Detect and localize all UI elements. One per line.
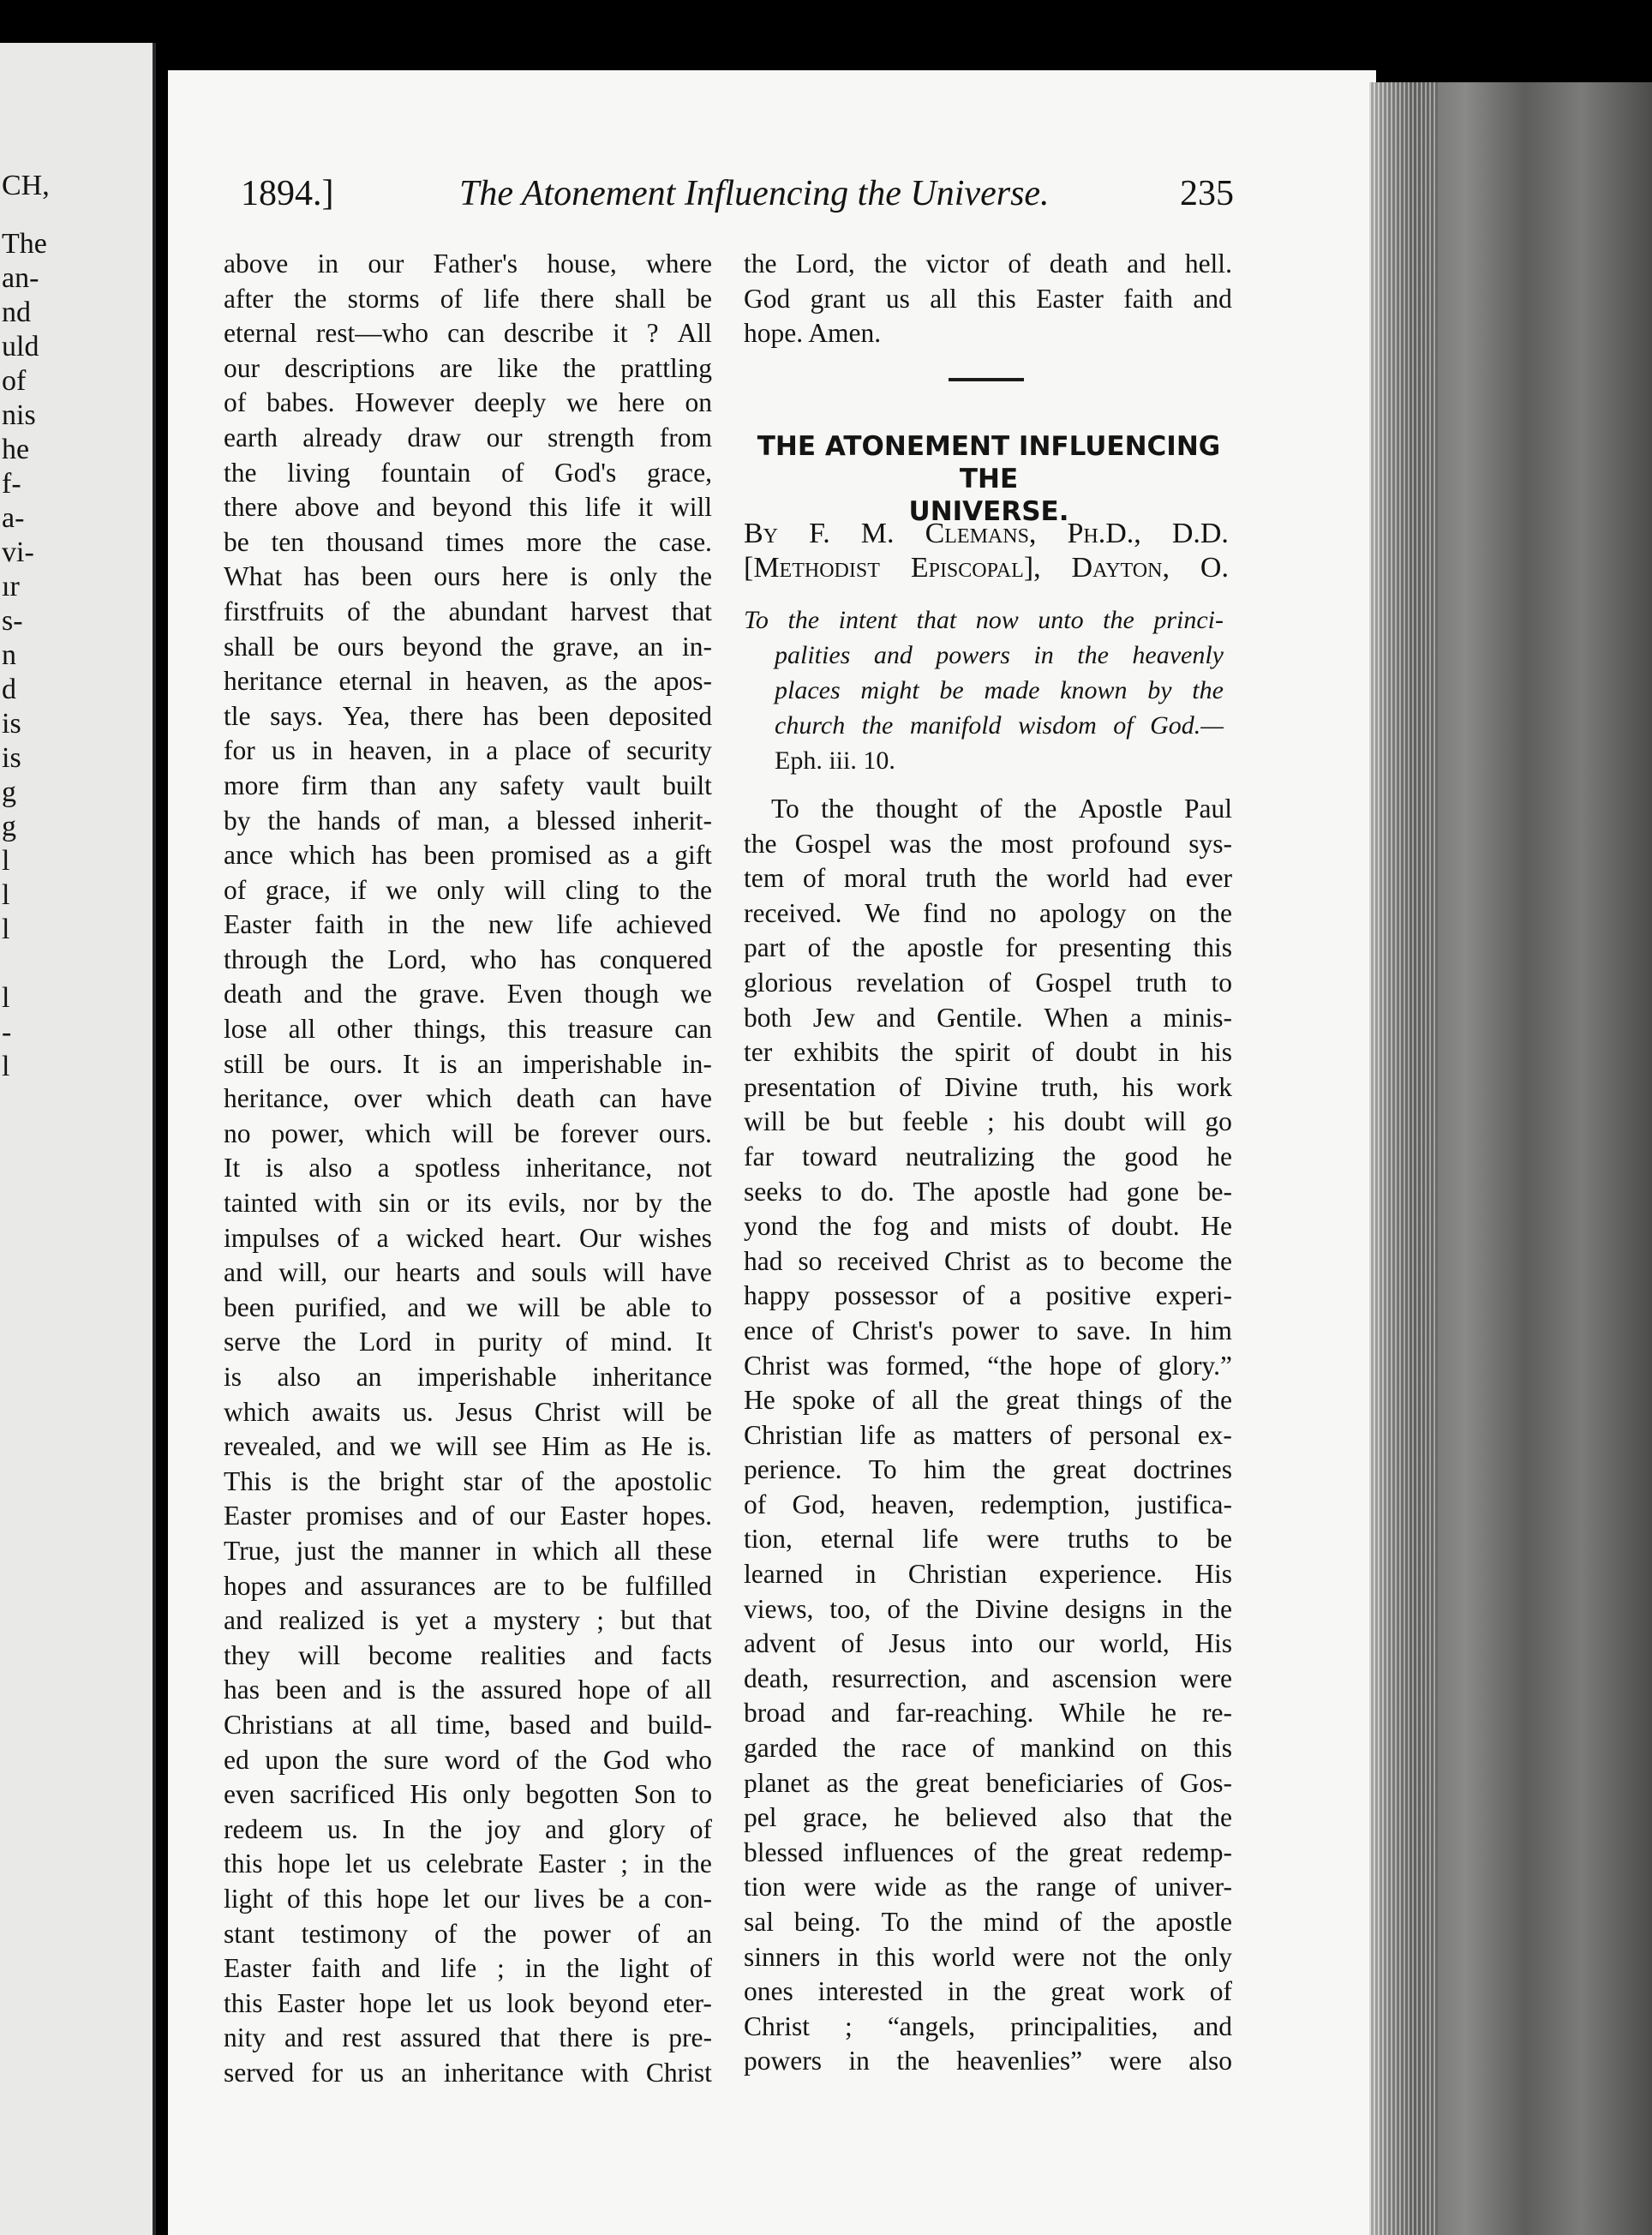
text-line: light of this hope let our lives be a con-	[224, 1883, 712, 1914]
text-line: our descriptions are like the prattling	[224, 352, 712, 383]
text-line: happy possessor of a positive experi-	[744, 1280, 1232, 1311]
epigraph-line: To the intent that now unto the princi-	[744, 606, 1224, 634]
epigraph-line: Eph. iii. 10.	[775, 746, 895, 775]
text-line: eternal rest—who can describe it ? All	[224, 318, 712, 349]
text-line: death and the grave. Even though we	[224, 979, 712, 1010]
text-line: heritance eternal in heaven, as the apos-	[224, 666, 712, 697]
text-line: still be ours. It is an imperishable in-	[224, 1048, 712, 1079]
text-line: ence of Christ's power to save. In him	[744, 1315, 1232, 1345]
previous-page-fragment: l	[2, 1051, 10, 1082]
previous-page-fragment: n	[2, 639, 16, 671]
running-head-title: The Atonement Influencing the Universe.	[459, 174, 1050, 213]
text-line: of God, heaven, redemption, justifica-	[744, 1489, 1232, 1519]
text-line: God grant us all this Easter faith and	[744, 283, 1232, 314]
previous-page-fragment: s-	[2, 605, 23, 637]
text-line: He spoke of all the great things of the	[744, 1385, 1232, 1416]
text-line: revealed, and we will see Him as He is.	[224, 1431, 712, 1462]
previous-page-fragment: uld	[2, 331, 39, 363]
text-line: ter exhibits the spirit of doubt in his	[744, 1037, 1232, 1068]
text-line: will be but feeble ; his doubt will go	[744, 1106, 1232, 1137]
text-line: learned in Christian experience. His	[744, 1559, 1232, 1590]
left-column	[224, 247, 712, 2090]
text-line: for us in heaven, in a place of security	[224, 735, 712, 766]
previous-page-fragment: l	[2, 879, 10, 911]
text-line: It is also a spotless inheritance, not	[224, 1153, 712, 1183]
previous-page-fragment: vi-	[2, 536, 34, 568]
text-line: and realized is yet a mystery ; but that	[224, 1605, 712, 1636]
previous-page-edge	[0, 43, 156, 2235]
text-line: nity and rest assured that there is pre-	[224, 2022, 712, 2053]
text-line: What has been ours here is only the	[224, 561, 712, 592]
text-line: hope. Amen.	[744, 318, 882, 349]
text-line: tainted with sin or its evils, nor by the	[224, 1188, 712, 1219]
text-line: through the Lord, who has conquered	[224, 944, 712, 974]
text-line: To the thought of the Apostle Paul	[771, 794, 1232, 824]
previous-page-fragment: he	[2, 434, 30, 465]
previous-page-fragment: is	[2, 708, 21, 740]
text-line: stant testimony of the power of an	[224, 1918, 712, 1949]
text-line: views, too, of the Divine designs in the	[744, 1593, 1232, 1624]
previous-page-fragment: g	[2, 776, 16, 808]
text-line: perience. To him the great doctrines	[744, 1454, 1232, 1485]
byline-affiliation-line: [Methodist Episcopal], Dayton, O.	[744, 552, 1229, 584]
text-line: ed upon the sure word of the God who	[224, 1744, 712, 1775]
text-line: part of the apostle for presenting this	[744, 932, 1232, 963]
text-line: blessed influences of the great redemp-	[744, 1837, 1232, 1867]
right-column-top	[744, 247, 1232, 351]
text-line: lose all other things, this treasure can	[224, 1014, 712, 1045]
epigraph	[744, 602, 1224, 778]
text-line: Christ was formed, “the hope of glory.”	[744, 1350, 1232, 1381]
byline-author-line: By F. M. Clemans, Ph.D., D.D.	[744, 518, 1229, 549]
text-line: be ten thousand times more the case.	[224, 526, 712, 557]
running-head-year: 1894.]	[241, 174, 334, 213]
text-line: redeem us. In the joy and glory of	[224, 1813, 712, 1844]
epigraph-line: church the manifold wisdom of God.—	[775, 711, 1224, 740]
text-line: heritance, over which death can have	[224, 1083, 712, 1114]
page-stack-lines	[1369, 82, 1438, 2235]
text-line: Easter promises and of our Easter hopes.	[224, 1501, 712, 1531]
article-body	[744, 792, 1232, 2079]
previous-page-fragment: The	[2, 228, 47, 260]
text-line: impulses of a wicked heart. Our wishes	[224, 1222, 712, 1253]
text-line: glorious revelation of Gospel truth to	[744, 967, 1232, 998]
text-line: been purified, and we will be able to	[224, 1291, 712, 1322]
text-line: both Jew and Gentile. When a minis-	[744, 1002, 1232, 1033]
text-line: after the storms of life there shall be	[224, 283, 712, 314]
article-title	[744, 430, 1234, 528]
text-line: garded the race of mankind on this	[744, 1733, 1232, 1764]
text-line: Christ ; “angels, principalities, and	[744, 2010, 1232, 2041]
article-title-line-2: UNIVERSE.	[908, 496, 1069, 527]
previous-page-fragment: nis	[2, 399, 36, 431]
epigraph-line: places might be made known by the	[775, 676, 1224, 704]
previous-page-fragment: f-	[2, 468, 21, 500]
page-number: 235	[1180, 174, 1234, 213]
byline-affiliation	[744, 551, 1229, 585]
previous-page-fragment: a-	[2, 502, 25, 534]
byline-author	[744, 517, 1229, 551]
text-line: of grace, if we only will cling to the	[224, 874, 712, 905]
text-line: broad and far-reaching. While he re-	[744, 1698, 1232, 1729]
text-line: firstfruits of the abundant harvest that	[224, 596, 712, 626]
section-divider	[949, 378, 1024, 381]
text-line: of babes. However deeply we here on	[224, 387, 712, 418]
text-line: this hope let us celebrate Easter ; in the	[224, 1849, 712, 1879]
text-line: they will become realities and facts	[224, 1639, 712, 1670]
text-line: the Lord, the victor of death and hell.	[744, 249, 1232, 279]
text-line: earth already draw our strength from	[224, 422, 712, 452]
text-line: serve the Lord in purity of mind. It	[224, 1327, 712, 1357]
previous-page-fragment: CH,	[2, 170, 50, 201]
previous-page-fragment: an-	[2, 262, 39, 294]
previous-page-fragment: -	[2, 1016, 12, 1048]
text-line: shall be ours beyond the grave, an in-	[224, 631, 712, 662]
text-line: has been and is the assured hope of all	[224, 1675, 712, 1705]
text-line: Easter faith and life ; in the light of	[224, 1953, 712, 1984]
text-line: death, resurrection, and ascension were	[744, 1663, 1232, 1693]
text-line: the living fountain of God's grace,	[224, 457, 712, 488]
text-line: above in our Father's house, where	[224, 249, 712, 279]
text-line: presentation of Divine truth, his work	[744, 1071, 1232, 1102]
text-line: sinners in this world were not the only	[744, 1941, 1232, 1972]
text-line: is also an imperishable inheritance	[224, 1362, 712, 1392]
article-title-line-1: THE ATONEMENT INFLUENCING THE	[757, 431, 1221, 494]
text-line: planet as the great beneficiaries of Gos-	[744, 1767, 1232, 1798]
previous-page-fragment: is	[2, 742, 21, 774]
text-line: there above and beyond this life it will	[224, 492, 712, 523]
epigraph-line: palities and powers in the heavenly	[775, 641, 1224, 669]
text-line: Christians at all time, based and build-	[224, 1709, 712, 1740]
previous-page-fragment: of	[2, 365, 27, 397]
text-line: which awaits us. Jesus Christ will be	[224, 1396, 712, 1427]
text-line: the Gospel was the most profound sys-	[744, 828, 1232, 859]
previous-page-fragment: l	[2, 982, 10, 1014]
text-line: advent of Jesus into our world, His	[744, 1628, 1232, 1659]
text-line: hopes and assurances are to be fulfilled	[224, 1570, 712, 1601]
text-line: tle says. Yea, there has been deposited	[224, 700, 712, 731]
text-line: seeks to do. The apostle had gone be-	[744, 1176, 1232, 1207]
text-line: and will, our hearts and souls will have	[224, 1257, 712, 1288]
text-line: ones interested in the great work of	[744, 1976, 1232, 2007]
text-line: by the hands of man, a blessed inherit-	[224, 805, 712, 836]
text-line: True, just the manner in which all these	[224, 1535, 712, 1566]
text-line: more firm than any safety vault built	[224, 770, 712, 800]
text-line: far toward neutralizing the good he	[744, 1141, 1232, 1171]
text-line: pel grace, he believed also that the	[744, 1802, 1232, 1833]
previous-page-fragment: g	[2, 811, 16, 842]
text-line: received. We find no apology on the	[744, 897, 1232, 928]
previous-page-fragment: ır	[2, 571, 20, 602]
previous-page-fragment: nd	[2, 297, 31, 328]
text-line: ance which has been promised as a gift	[224, 840, 712, 871]
text-line: Easter faith in the new life achieved	[224, 909, 712, 940]
text-line: This is the bright star of the apostolic	[224, 1465, 712, 1496]
text-line: tion, eternal life were truths to be	[744, 1524, 1232, 1555]
text-line: even sacrificed His only begotten Son to	[224, 1779, 712, 1810]
text-line: sal being. To the mind of the apostle	[744, 1907, 1232, 1937]
text-line: served for us an inheritance with Christ	[224, 2057, 712, 2088]
previous-page-fragment: l	[2, 914, 10, 945]
text-line: this Easter hope let us look beyond eter-	[224, 1987, 712, 2018]
previous-page-fragment: l	[2, 845, 10, 877]
previous-page-fragment: d	[2, 674, 16, 705]
text-line: powers in the heavenlies” were also	[744, 2046, 1232, 2076]
text-line: tem of moral truth the world had ever	[744, 863, 1232, 894]
text-line: tion were wide as the range of univer-	[744, 1872, 1232, 1902]
text-line: had so received Christ as to become the	[744, 1245, 1232, 1276]
text-line: no power, which will be forever ours.	[224, 1118, 712, 1148]
text-line: Christian life as matters of personal ex-	[744, 1419, 1232, 1450]
text-line: yond the fog and mists of doubt. He	[744, 1211, 1232, 1242]
